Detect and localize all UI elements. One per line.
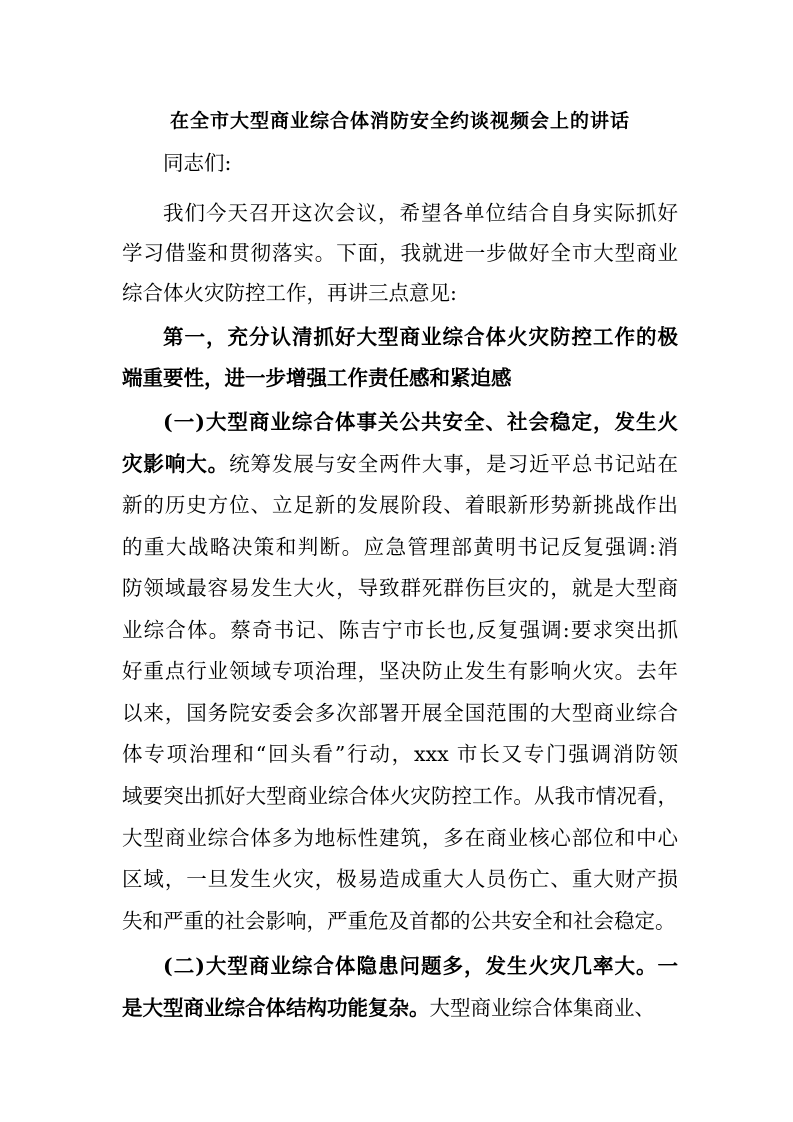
paragraph-text: 大型商业综合体集商业、 (429, 996, 655, 1020)
subsection-heading: (二)大型商业综合体隐患问题多，发生火灾几率大。一 (163, 954, 678, 978)
paragraph-line: 体专项治理和“回头看”行动，xxx 市长又专门强调消防领 (122, 742, 678, 766)
paragraph-line: 大型商业综合体多为地标性建筑，多在商业核心部位和中心 (122, 826, 678, 850)
subsection-heading-end: 灾影响大。 (122, 452, 230, 476)
paragraph-line: 学习借鉴和贯彻落实。下面，我就进一步做好全市大型商业 (122, 241, 678, 265)
paragraph-line: 我们今天召开这次会议，希望各单位结合自身实际抓好 (163, 201, 678, 225)
paragraph-line (122, 452, 678, 476)
paragraph-line (122, 996, 678, 1020)
paragraph-line: 失和严重的社会影响，严重危及首都的公共安全和社会稳定。 (122, 909, 676, 933)
salutation: 同志们: (163, 151, 232, 175)
paragraph-text: 统筹发展与安全两件大事，是习近平总书记站在 (229, 452, 679, 476)
section-heading: 端重要性，进一步增强工作责任感和紧迫感 (122, 366, 512, 390)
document-title: 在全市大型商业综合体消防安全约谈视频会上的讲话 (169, 110, 630, 132)
paragraph-line: 以来，国务院安委会多次部署开展全国范围的大型商业综合 (122, 701, 678, 725)
point-heading: 是大型商业综合体结构功能复杂。 (122, 996, 430, 1020)
subsection-heading: (一)大型商业综合体事关公共安全、社会稳定，发生火 (163, 410, 678, 434)
paragraph-line: 域要突出抓好大型商业综合体火灾防控工作。从我市情况看， (122, 784, 678, 808)
paragraph-line: 新的历史方位、立足新的发展阶段、着眼新形势新挑战作出 (122, 493, 678, 517)
paragraph-line: 防领域最容易发生大火，导致群死群伤巨灾的，就是大型商 (122, 576, 678, 600)
paragraph-line: 区域，一旦发生火灾，极易造成重大人员伤亡、重大财产损 (122, 867, 678, 891)
paragraph-line: 好重点行业领域专项治理，坚决防止发生有影响火灾。去年 (122, 659, 678, 683)
section-heading: 第一，充分认清抓好大型商业综合体火灾防控工作的极 (163, 325, 678, 349)
paragraph-line: 综合体火灾防控工作，再讲三点意见: (122, 281, 457, 305)
paragraph-line: 的重大战略决策和判断。应急管理部黄明书记反复强调:消 (122, 535, 678, 559)
paragraph-line: 业综合体。蔡奇书记、陈吉宁市长也,反复强调:要求突出抓 (122, 618, 678, 642)
